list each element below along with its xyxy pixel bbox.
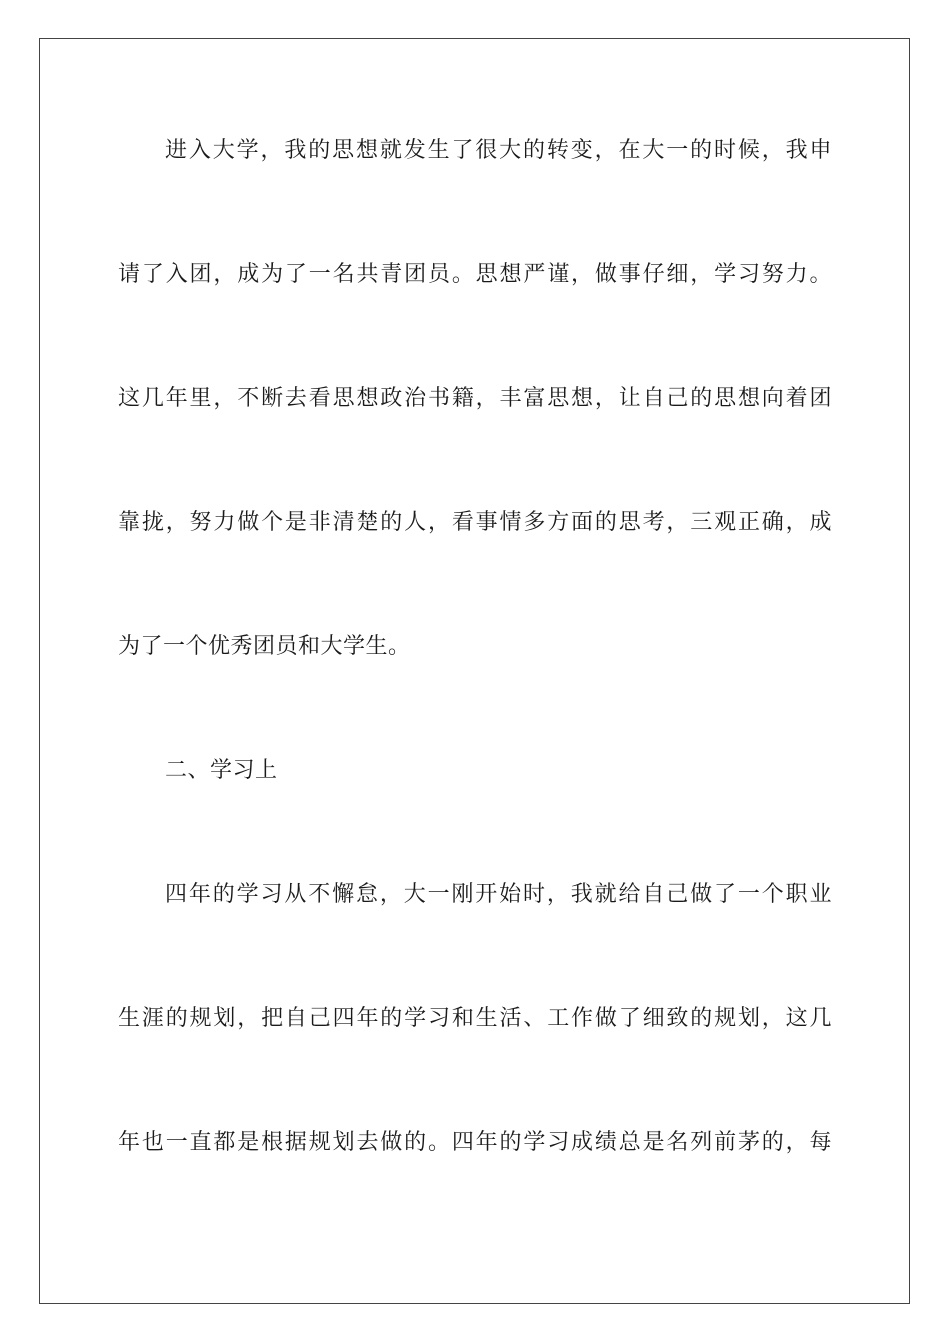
paragraph-line-4: 靠拢，努力做个是非清楚的人，看事情多方面的思考，三观正确，成 [118, 510, 832, 535]
paragraph-line-6: 四年的学习从不懈怠，大一刚开始时，我就给自己做了一个职业 [165, 882, 832, 907]
section-heading: 二、学习上 [165, 758, 278, 783]
paragraph-line-3: 这几年里，不断去看思想政治书籍，丰富思想，让自己的思想向着团 [118, 386, 832, 411]
paragraph-line-8: 年也一直都是根据规划去做的。四年的学习成绩总是名列前茅的，每 [118, 1130, 832, 1155]
paragraph-line-2: 请了入团，成为了一名共青团员。思想严谨，做事仔细，学习努力。 [118, 262, 832, 287]
paragraph-line-5: 为了一个优秀团员和大学生。 [118, 634, 411, 659]
page-border [39, 38, 910, 1304]
paragraph-line-1: 进入大学，我的思想就发生了很大的转变，在大一的时候，我申 [165, 138, 832, 163]
paragraph-line-7: 生涯的规划，把自己四年的学习和生活、工作做了细致的规划，这几 [118, 1006, 832, 1031]
